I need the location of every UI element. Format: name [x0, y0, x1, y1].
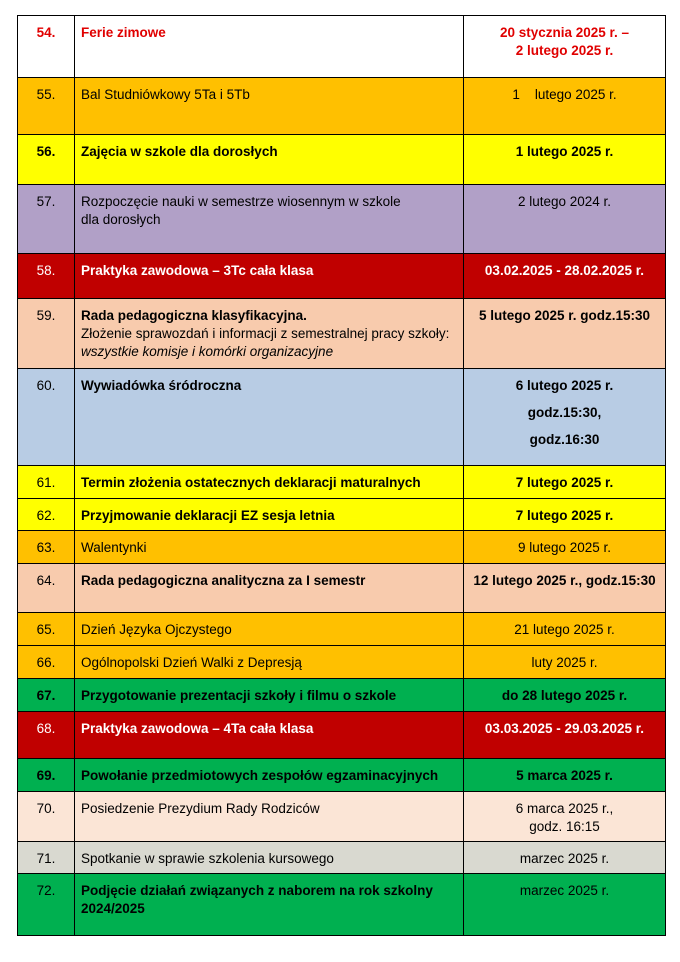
row-number: 59. — [18, 299, 75, 369]
date-text: marzec 2025 r. — [519, 883, 610, 898]
table-row — [18, 613, 666, 646]
table-row — [18, 254, 666, 299]
date-text: 6 marca 2025 r., — [515, 801, 614, 816]
date-text: godz.16:30 — [529, 432, 600, 447]
date-text: 21 lutego 2025 r. — [514, 622, 615, 637]
date-cell — [464, 254, 666, 299]
event-cell — [75, 299, 464, 369]
table-row — [18, 646, 666, 679]
row-number: 61. — [18, 466, 75, 499]
date-cell — [464, 369, 666, 466]
event-text: Złożenie sprawozdań i informacji z semestralnej pracy szkoły: — [81, 326, 450, 341]
event-cell — [75, 874, 464, 936]
row-number: 65. — [18, 613, 75, 646]
event-text: dla dorosłych — [81, 212, 161, 227]
date-text: do 28 lutego 2025 r. — [501, 688, 628, 703]
event-cell — [75, 531, 464, 564]
row-number: 62. — [18, 499, 75, 531]
date-cell — [464, 712, 666, 759]
table-row — [18, 369, 666, 466]
row-number: 63. — [18, 531, 75, 564]
event-cell — [75, 254, 464, 299]
row-number: 56. — [18, 135, 75, 185]
event-cell — [75, 466, 464, 499]
event-text: Dzień Języka Ojczystego — [81, 622, 232, 637]
date-text: 20 stycznia 2025 r. – — [499, 25, 630, 40]
date-cell — [464, 78, 666, 135]
date-text: marzec 2025 r. — [519, 851, 610, 866]
event-cell — [75, 792, 464, 842]
events-table-body — [18, 16, 666, 936]
date-cell — [464, 874, 666, 936]
date-cell — [464, 16, 666, 78]
event-text: Praktyka zawodowa – 3Tc cała klasa — [81, 263, 314, 278]
table-row — [18, 792, 666, 842]
event-text: Walentynki — [81, 540, 147, 555]
event-text: wszystkie komisje i komórki organizacyjne — [81, 344, 334, 359]
table-row — [18, 712, 666, 759]
event-text: Ogólnopolski Dzień Walki z Depresją — [81, 655, 302, 670]
event-cell — [75, 646, 464, 679]
table-row — [18, 564, 666, 613]
event-cell — [75, 16, 464, 78]
date-text: 03.03.2025 - 29.03.2025 r. — [484, 721, 645, 736]
row-number: 70. — [18, 792, 75, 842]
event-text: 2024/2025 — [81, 901, 145, 916]
date-text: 03.02.2025 - 28.02.2025 r. — [484, 263, 645, 278]
event-text: Przyjmowanie deklaracji EZ sesja letnia — [81, 508, 335, 523]
table-row — [18, 135, 666, 185]
table-row — [18, 499, 666, 531]
event-cell — [75, 499, 464, 531]
date-text: 7 lutego 2025 r. — [515, 508, 614, 523]
date-text: 1 lutego 2025 r. — [515, 144, 614, 159]
event-text: Rozpoczęcie nauki w semestrze wiosennym w szkole — [81, 194, 401, 209]
event-text: Rada pedagogiczna analityczna za I semestr — [81, 573, 366, 588]
date-text: 9 lutego 2025 r. — [517, 540, 612, 555]
date-cell — [464, 299, 666, 369]
date-text: 6 lutego 2025 r. — [515, 378, 614, 393]
date-cell — [464, 185, 666, 254]
date-text: godz.15:30, — [527, 405, 602, 420]
row-number: 64. — [18, 564, 75, 613]
row-number: 71. — [18, 842, 75, 874]
date-text: 1 lutego 2025 r. — [512, 87, 617, 102]
table-row — [18, 299, 666, 369]
date-cell — [464, 646, 666, 679]
event-cell — [75, 564, 464, 613]
table-row — [18, 531, 666, 564]
date-text: 2 lutego 2025 r. — [515, 43, 614, 58]
event-cell — [75, 842, 464, 874]
event-text: Posiedzenie Prezydium Rady Rodziców — [81, 801, 320, 816]
event-cell — [75, 679, 464, 712]
event-cell — [75, 369, 464, 466]
table-row — [18, 759, 666, 792]
date-cell — [464, 679, 666, 712]
event-cell — [75, 135, 464, 185]
event-text: Wywiadówka śródroczna — [81, 378, 242, 393]
row-number: 60. — [18, 369, 75, 466]
table-row — [18, 16, 666, 78]
row-number: 72. — [18, 874, 75, 936]
event-text: Bal Studniówkowy 5Ta i 5Tb — [81, 87, 250, 102]
row-number: 68. — [18, 712, 75, 759]
date-cell — [464, 842, 666, 874]
date-cell — [464, 564, 666, 613]
row-number: 54. — [18, 16, 75, 78]
event-text: Przygotowanie prezentacji szkoły i filmu o szkole — [81, 688, 397, 703]
event-cell — [75, 78, 464, 135]
table-row — [18, 874, 666, 936]
date-cell — [464, 759, 666, 792]
event-cell — [75, 712, 464, 759]
date-text: 5 marca 2025 r. — [516, 768, 613, 783]
row-number: 57. — [18, 185, 75, 254]
date-cell — [464, 531, 666, 564]
date-cell — [464, 792, 666, 842]
event-text: Spotkanie w sprawie szkolenia kursowego — [81, 851, 334, 866]
event-text: Podjęcie działań związanych z naborem na rok szkolny — [81, 883, 433, 898]
events-table — [17, 15, 666, 936]
row-number: 55. — [18, 78, 75, 135]
event-cell — [75, 185, 464, 254]
table-row — [18, 842, 666, 874]
event-text: Zajęcia w szkole dla dorosłych — [81, 144, 278, 159]
event-text: Ferie zimowe — [81, 25, 166, 40]
row-number: 69. — [18, 759, 75, 792]
date-text: 7 lutego 2025 r. — [515, 475, 614, 490]
date-text: 2 lutego 2024 r. — [517, 194, 612, 209]
table-row — [18, 679, 666, 712]
date-cell — [464, 466, 666, 499]
date-text: 12 lutego 2025 r., godz.15:30 — [473, 573, 656, 588]
table-row — [18, 185, 666, 254]
row-number: 66. — [18, 646, 75, 679]
event-text: Termin złożenia ostatecznych deklaracji maturalnych — [81, 475, 421, 490]
row-number: 58. — [18, 254, 75, 299]
date-cell — [464, 613, 666, 646]
event-text: Powołanie przedmiotowych zespołów egzaminacyjnych — [81, 768, 439, 783]
date-text: godz. 16:15 — [529, 819, 600, 834]
event-cell — [75, 613, 464, 646]
table-row — [18, 78, 666, 135]
date-cell — [464, 135, 666, 185]
date-cell — [464, 499, 666, 531]
date-text: 5 lutego 2025 r. godz.15:30 — [478, 308, 651, 323]
date-text: luty 2025 r. — [531, 655, 598, 670]
event-cell — [75, 759, 464, 792]
row-number: 67. — [18, 679, 75, 712]
event-text: Rada pedagogiczna klasyfikacyjna. — [81, 308, 307, 323]
table-row — [18, 466, 666, 499]
event-text: Praktyka zawodowa – 4Ta cała klasa — [81, 721, 314, 736]
